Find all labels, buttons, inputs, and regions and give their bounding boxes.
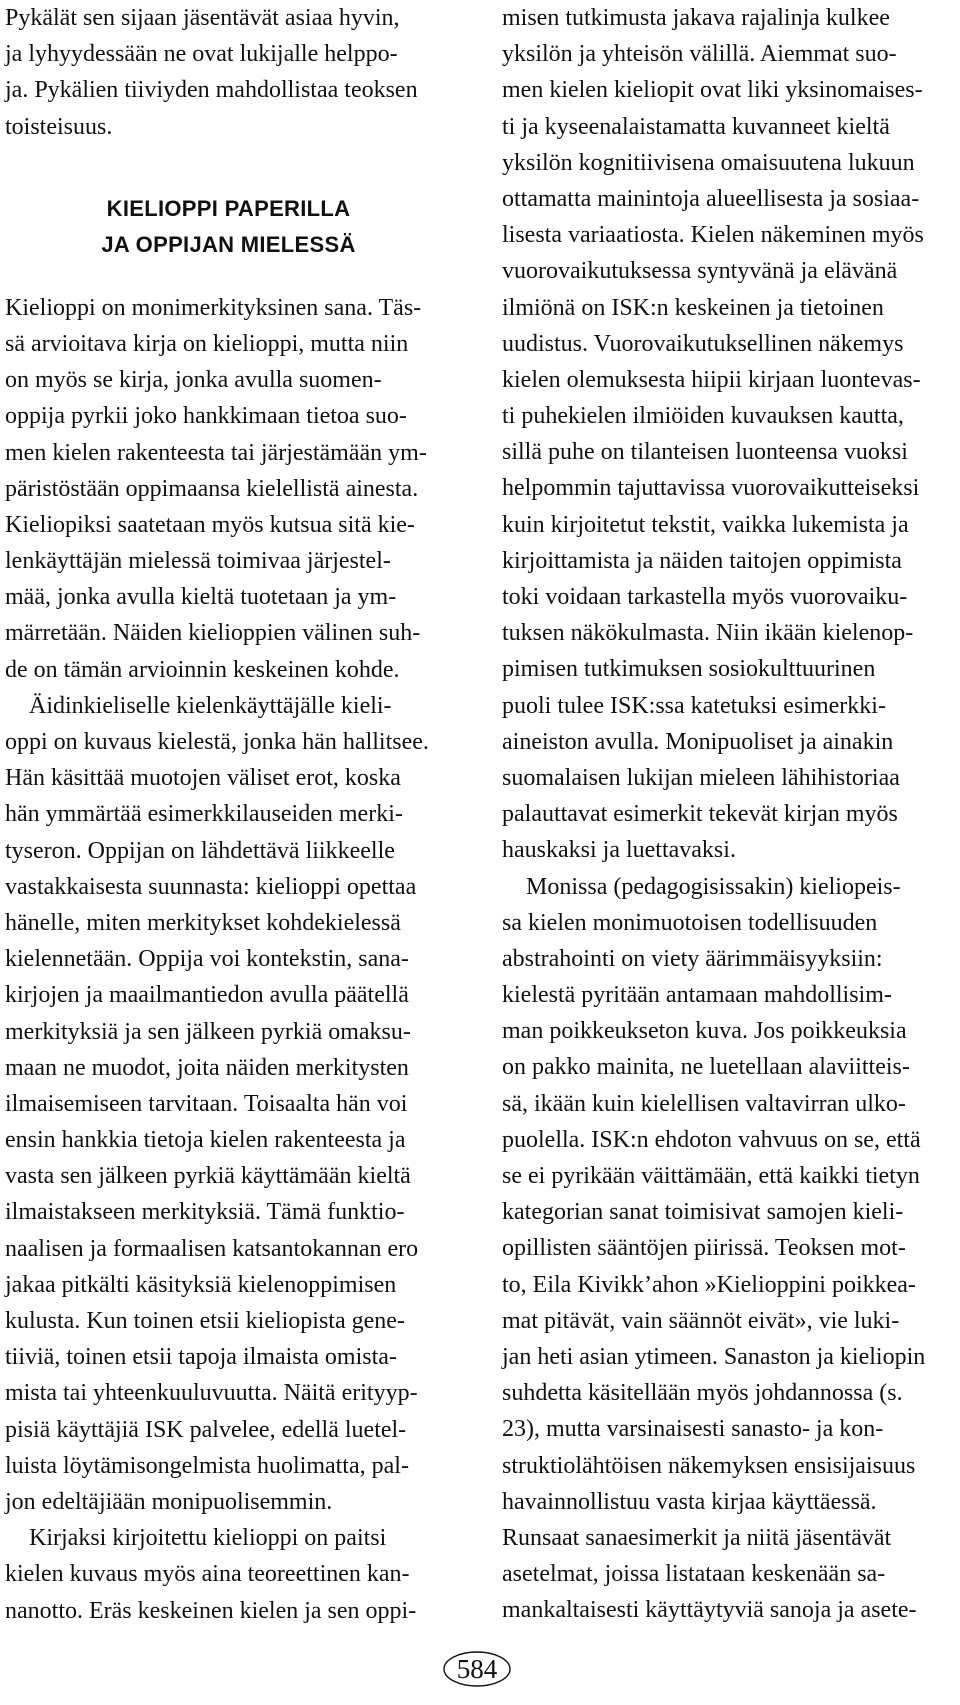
text-line: mää, jonka avulla kieltä tuotetaan ja ym- xyxy=(5,584,397,611)
text-line: Monissa (pedagogisissakin) kieliopeis- xyxy=(502,873,901,900)
text-line: toisteisuus. xyxy=(5,113,113,140)
text-line: opillisten sääntöjen piirissä. Teoksen mot- xyxy=(502,1235,906,1262)
text-line: helpommin tajuttavissa vuorovaikutteiseksi xyxy=(502,475,920,502)
text-line: to, Eila Kivikk’ahon »Kielioppini poikkea- xyxy=(502,1271,916,1298)
text-line: aineiston avulla. Monipuoliset ja ainakin xyxy=(502,728,894,755)
text-line: men kielen rakenteesta tai järjestämään ym- xyxy=(5,439,427,466)
text-line: kategorian sanat toimisivat samojen kieli- xyxy=(502,1199,904,1226)
text-line: vasta sen jälkeen pyrkiä käyttämään kieltä xyxy=(5,1163,411,1190)
text-line: hauskaksi ja luettavaksi. xyxy=(502,837,736,864)
text-line: misen tutkimusta jakava rajalinja kulkee xyxy=(502,5,890,31)
text-line: Hän käsittää muotojen väliset erot, koska xyxy=(5,765,401,792)
text-line: man poikkeukseton kuva. Jos poikkeuksia xyxy=(502,1018,907,1045)
text-line: sä, ikään kuin kielellisen valtavirran ulko- xyxy=(502,1090,906,1117)
text-line: mat pitävät, vain säännöt eivät», vie luki- xyxy=(502,1307,900,1334)
text-line: sa kielen monimuotoisen todellisuuden xyxy=(502,909,878,936)
text-line: kielestä pyritään antamaan mahdollisim- xyxy=(502,982,892,1009)
text-line: ottamatta mainintoja alueellisesta ja sosiaa- xyxy=(502,185,920,212)
text-line: suhdetta käsitellään myös johdannossa (s. xyxy=(502,1380,903,1407)
text-line: tuksen näkökulmasta. Niin ikään kielenop- xyxy=(502,620,914,647)
text-line: ti ja kyseenalaistamatta kuvanneet kieltä xyxy=(502,113,890,140)
text-line: puoli tulee ISK:ssa katetuksi esimerkki- xyxy=(502,692,886,719)
text-line: 23), mutta varsinaisesti sanasto- ja kon- xyxy=(502,1416,884,1443)
text-line: tyseron. Oppijan on lähdettävä liikkeelle xyxy=(5,837,395,864)
text-line: kirjojen ja maailmantiedon avulla päätellä xyxy=(5,982,409,1009)
text-line: ilmiönä on ISK:n keskeinen ja tietoinen xyxy=(502,294,884,321)
text-line: suomalaisen lukijan mieleen lähihistoriaa xyxy=(502,764,900,791)
text-line: toki voidaan tarkastella myös vuorovaiku- xyxy=(502,584,908,610)
text-line: yksilön ja yhteisön välillä. Aiemmat suo- xyxy=(502,41,897,68)
text-line: kielen olemuksesta hiipii kirjaan luontevas- xyxy=(502,366,921,393)
text-line: päristöstään oppimaansa kielellistä ainesta. xyxy=(5,475,419,502)
text-line: struktiolähtöisen näkemyksen ensisijaisuus xyxy=(502,1452,916,1479)
text-line: on pakko mainita, ne luetellaan alaviitteis- xyxy=(502,1054,910,1081)
text-line: yksilön kognitiivisena omaisuutena lukuun xyxy=(502,149,915,176)
text-line: Kieliopiksi saatetaan myös kutsua sitä kie- xyxy=(5,511,415,538)
text-line: ja lyhyydessään ne ovat lukijalle helppo- xyxy=(5,41,398,68)
text-line: hän ymmärtää esimerkkilauseiden merki- xyxy=(5,801,403,828)
right-body-text xyxy=(502,0,957,1628)
text-line: lenkäyttäjän mielessä toimivaa järjestel- xyxy=(5,548,391,575)
text-line: ilmaistakseen merkityksiä. Tämä funktio- xyxy=(5,1199,405,1226)
text-line: mista tai yhteenkuuluvuutta. Näitä erityyp- xyxy=(5,1380,418,1407)
text-line: kielen kuvaus myös aina teoreettinen kan- xyxy=(5,1561,410,1588)
section-heading xyxy=(5,191,452,263)
text-line: uudistus. Vuorovaikutuksellinen näkemys xyxy=(502,330,904,357)
text-line: pimisen tutkimuksen sosiokulttuurinen xyxy=(502,656,876,683)
text-line: kirjoittamista ja näiden taitojen oppimista xyxy=(502,547,902,574)
left-column xyxy=(5,0,452,1629)
text-line: oppi on kuvaus kielestä, jonka hän hallitsee. xyxy=(5,729,429,755)
text-line: Kielioppi on monimerkityksinen sana. Täs- xyxy=(5,294,422,321)
text-line: mankaltaisesti käyttäytyviä sanoja ja asete- xyxy=(502,1597,917,1624)
intro-paragraph xyxy=(5,0,452,145)
page-number-badge xyxy=(442,1648,512,1690)
text-line: luista löytämisongelmista huolimatta, pal- xyxy=(5,1452,409,1479)
text-line: abstrahointi on viety äärimmäisyyksiin: xyxy=(502,945,883,972)
text-line: palauttavat esimerkit tekevät kirjan myös xyxy=(502,801,898,828)
heading-line: KIELIOPPI PAPERILLA xyxy=(106,195,351,221)
text-line: on myös se kirja, jonka avulla suomen- xyxy=(5,367,382,394)
text-line: sillä puhe on tilanteisen luonteensa vuoksi xyxy=(502,439,908,466)
text-line: Kirjaksi kirjoitettu kielioppi on paitsi xyxy=(5,1525,387,1552)
left-body-text xyxy=(5,290,452,1629)
page-number: 584 xyxy=(456,1654,498,1684)
text-line: Äidinkieliselle kielenkäyttäjälle kieli- xyxy=(5,692,392,719)
text-line: se ei pyrikään väittämään, että kaikki tietyn xyxy=(502,1163,920,1189)
text-line: hänelle, miten merkitykset kohdekielessä xyxy=(5,909,401,936)
text-line: vastakkaisesta suunnasta: kielioppi opettaa xyxy=(5,873,417,900)
heading-line: JA OPPIJAN MIELESSÄ xyxy=(101,231,356,257)
text-line: ensin hankkia tietoja kielen rakenteesta ja xyxy=(5,1127,406,1154)
text-line: nanotto. Eräs keskeinen kielen ja sen oppi- xyxy=(5,1597,417,1624)
text-line: jan heti asian ytimeen. Sanaston ja kieliopin xyxy=(502,1343,926,1370)
text-line: naalisen ja formaalisen katsantokannan ero xyxy=(5,1235,419,1262)
text-line: ti puhekielen ilmiöiden kuvauksen kautta, xyxy=(502,403,904,430)
text-line: kuin kirjoitetut tekstit, vaikka lukemista ja xyxy=(502,511,909,538)
text-line: merkityksiä ja sen jälkeen pyrkiä omaksu- xyxy=(5,1018,411,1045)
text-line: jon edeltäjiään monipuolisemmin. xyxy=(5,1488,333,1515)
text-line: vuorovaikutuksessa syntyvänä ja elävänä xyxy=(502,258,898,285)
text-line: puolella. ISK:n ehdoton vahvuus on se, että xyxy=(502,1126,921,1153)
text-line: oppija pyrkii joko hankkimaan tietoa suo- xyxy=(5,403,407,430)
text-line: havainnollistuu vasta kirjaa käyttäessä. xyxy=(502,1488,877,1515)
text-line: jakaa pitkälti käsityksiä kielenoppimisen xyxy=(5,1271,397,1298)
text-line: sä arvioitava kirja on kielioppi, mutta niin xyxy=(5,330,409,357)
text-line: kulusta. Kun toinen etsii kieliopista gene- xyxy=(5,1308,405,1334)
text-line: ja. Pykälien tiiviyden mahdollistaa teoksen xyxy=(5,77,418,104)
right-column xyxy=(502,0,957,1628)
text-line: märretään. Näiden kielioppien välinen suh- xyxy=(5,620,421,647)
text-line: Pykälät sen sijaan jäsentävät asiaa hyvin, xyxy=(5,5,400,31)
text-line: de on tämän arvioinnin keskeinen kohde. xyxy=(5,656,400,683)
text-line: asetelmat, joissa listataan keskenään sa- xyxy=(502,1561,886,1588)
text-line: ilmaisemiseen tarvitaan. Toisaalta hän voi xyxy=(5,1090,408,1117)
text-line: tiiviä, toinen etsii tapoja ilmaista omista- xyxy=(5,1344,397,1371)
text-line: Runsaat sanaesimerkit ja niitä jäsentävät xyxy=(502,1524,892,1551)
text-line: men kielen kieliopit ovat liki yksinomaises- xyxy=(502,77,923,104)
text-line: pisiä käyttäjiä ISK palvelee, edellä luetel- xyxy=(5,1416,407,1443)
text-line: lisesta variaatiosta. Kielen näkeminen myös xyxy=(502,222,924,249)
text-line: kielennetään. Oppija voi kontekstin, sana- xyxy=(5,946,409,973)
text-line: maan ne muodot, joita näiden merkitysten xyxy=(5,1054,409,1081)
